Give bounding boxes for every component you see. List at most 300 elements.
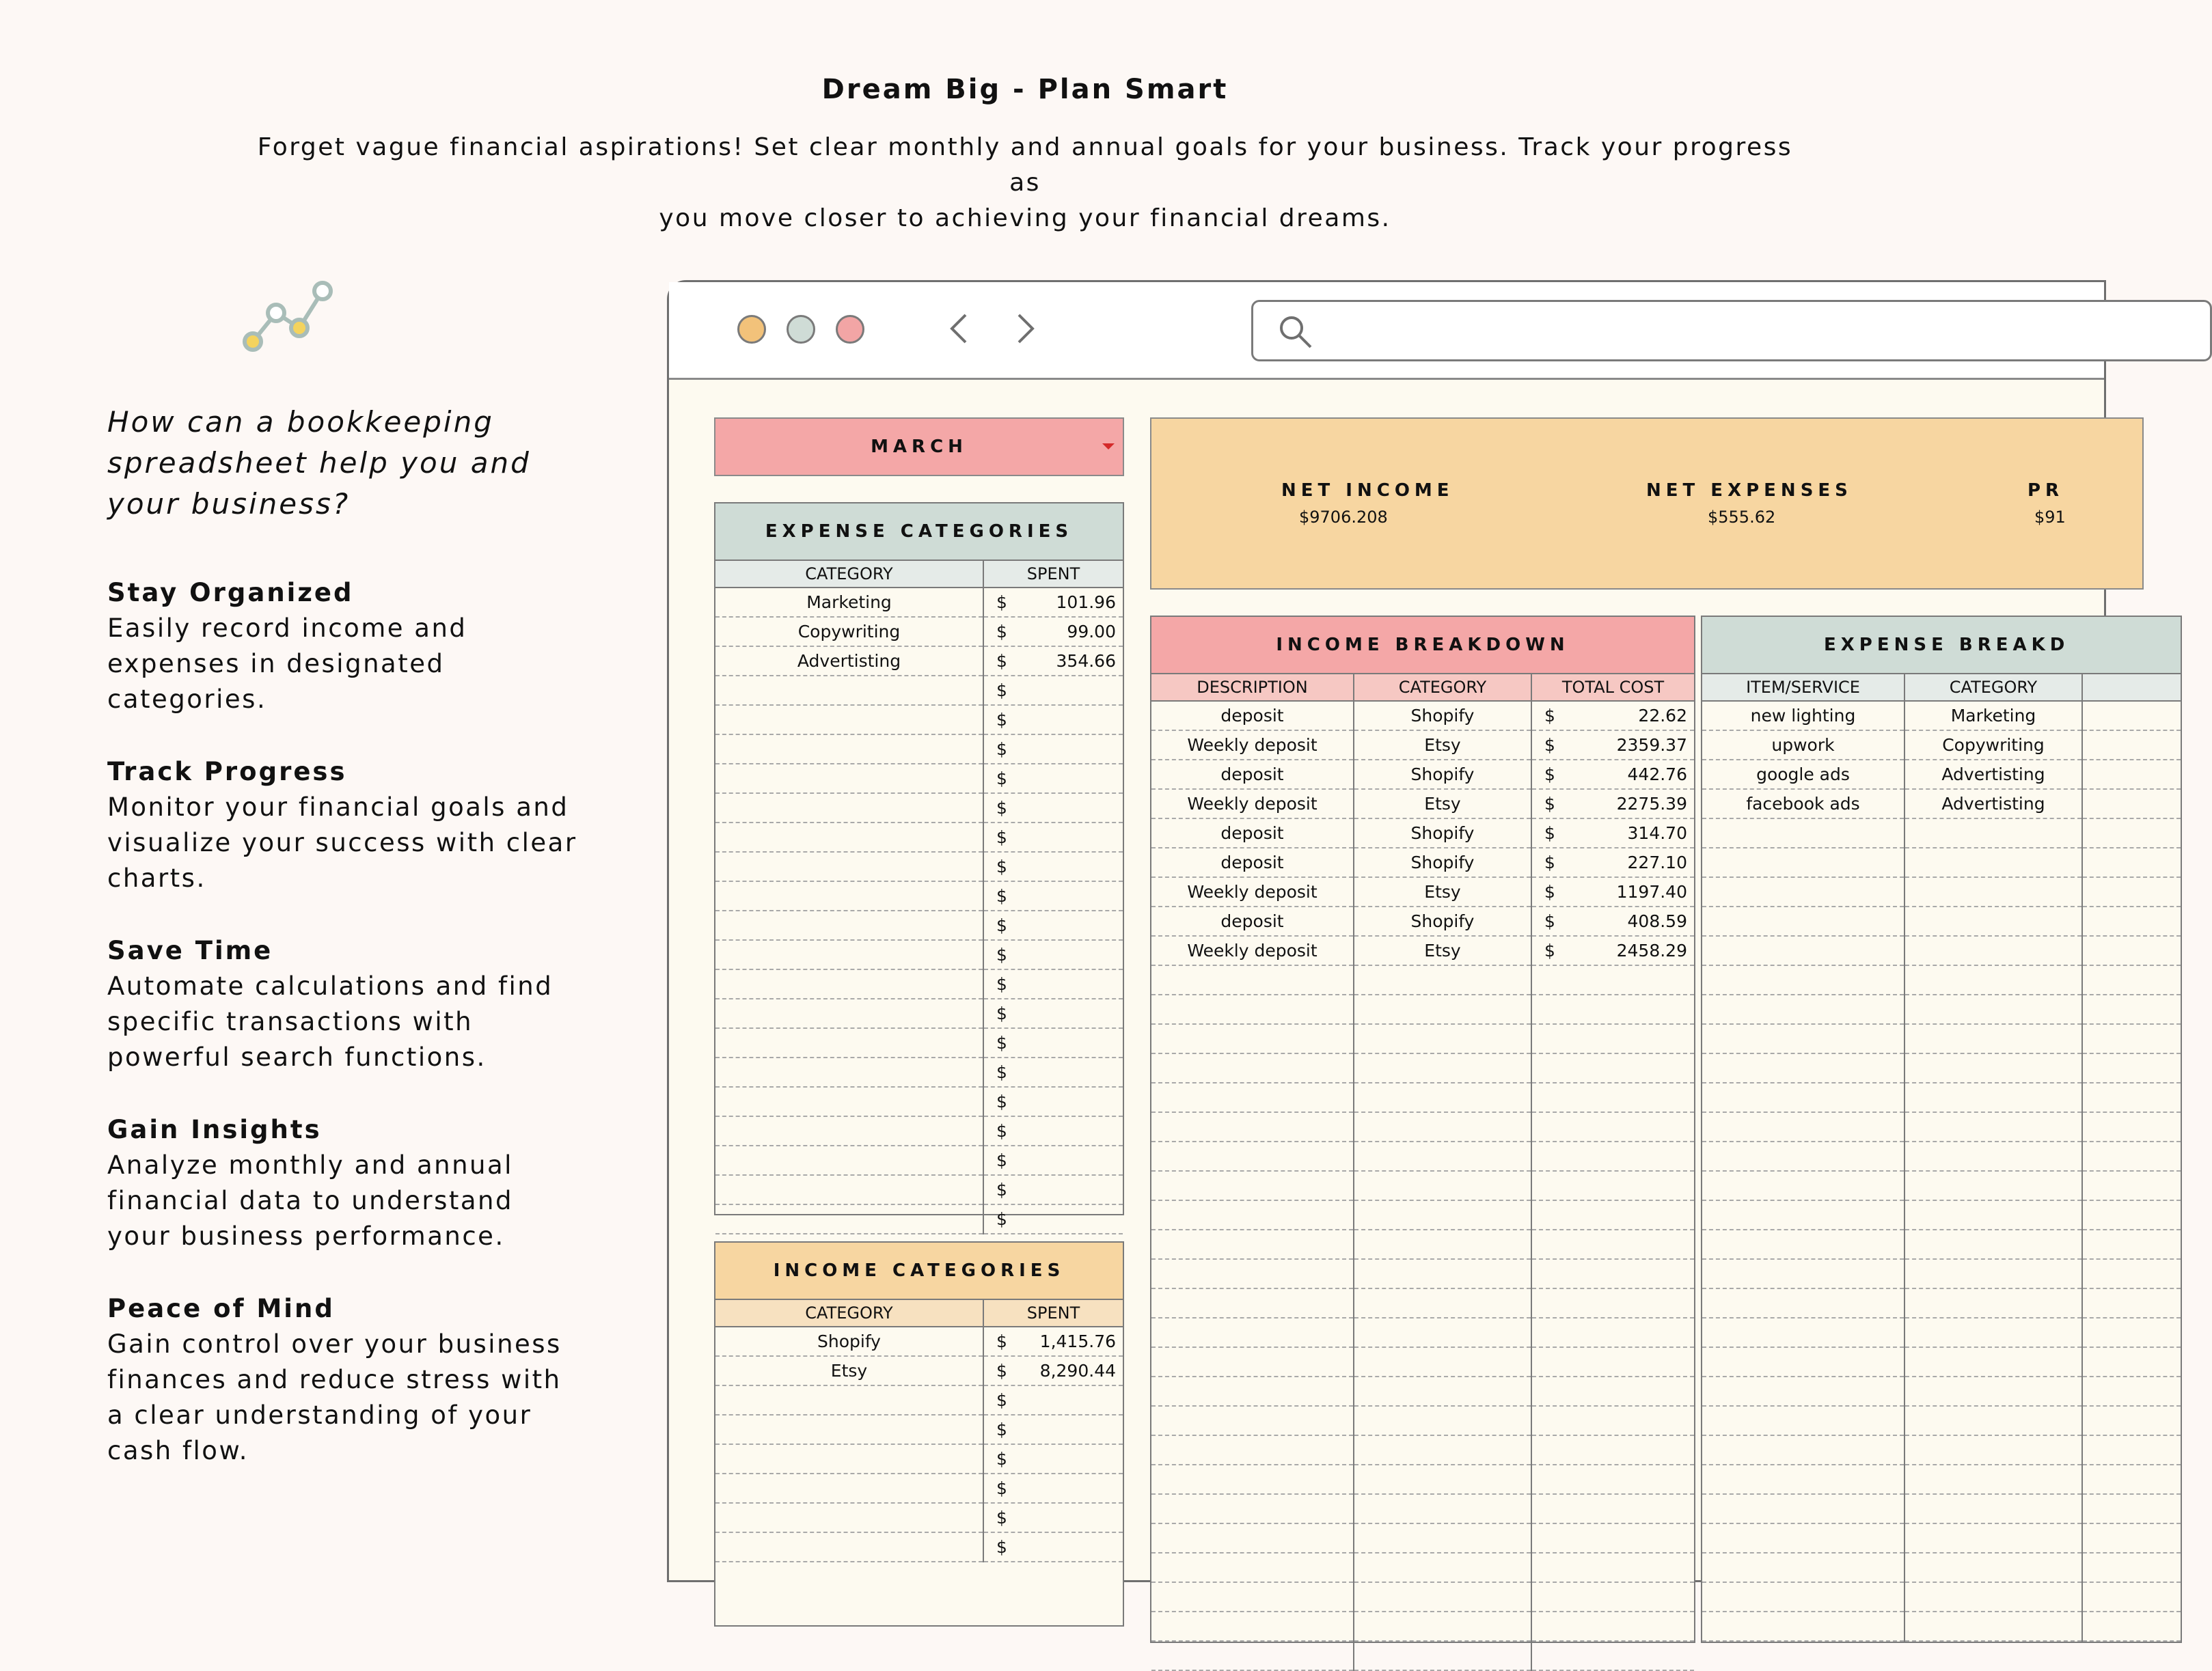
cell-item-service[interactable] [1702, 1083, 1904, 1112]
cell-extra[interactable] [2082, 1200, 2181, 1230]
table-row [715, 969, 1123, 999]
cell-category[interactable] [715, 1028, 983, 1058]
cell-extra[interactable] [2082, 1406, 2181, 1435]
cell-amount[interactable] [983, 1058, 1123, 1087]
cell-description[interactable]: Weekly deposit [1151, 789, 1354, 818]
cell-description[interactable] [1151, 1465, 1354, 1494]
cell-description[interactable]: deposit [1151, 907, 1354, 936]
cell-amount[interactable] [1531, 1435, 1694, 1465]
currency-symbol: $ [996, 886, 1007, 906]
currency-symbol: $ [996, 1390, 1007, 1410]
cell-item-service[interactable] [1702, 1053, 1904, 1083]
cell-amount[interactable] [983, 705, 1123, 734]
back-arrow-icon[interactable] [942, 308, 977, 349]
cell-amount[interactable] [1531, 1523, 1694, 1553]
currency-symbol: $ [996, 915, 1007, 935]
cell-amount[interactable] [983, 617, 1123, 646]
cell-amount[interactable] [983, 764, 1123, 793]
cell-category[interactable] [1904, 1112, 2082, 1142]
cell-category[interactable] [715, 823, 983, 852]
cell-description[interactable] [1151, 1142, 1354, 1171]
cell-category[interactable] [715, 1474, 983, 1503]
cell-description[interactable] [1151, 1553, 1354, 1582]
cell-amount[interactable] [983, 940, 1123, 969]
cell-extra[interactable] [2082, 1142, 2181, 1171]
cell-extra[interactable] [2082, 1288, 2181, 1318]
cell-amount[interactable] [983, 999, 1123, 1028]
cell-amount[interactable] [1531, 936, 1694, 965]
amount-wrap [1536, 882, 1690, 902]
cell-item-service[interactable]: facebook ads [1702, 789, 1904, 818]
cell-category[interactable] [1354, 1377, 1531, 1406]
cell-amount[interactable] [1531, 1465, 1694, 1494]
cell-extra[interactable] [2082, 1347, 2181, 1377]
cell-item-service[interactable] [1702, 1171, 1904, 1200]
cell-item-service[interactable] [1702, 1406, 1904, 1435]
cell-amount[interactable] [983, 1444, 1123, 1474]
cell-item-service[interactable] [1702, 1142, 1904, 1171]
cell-amount[interactable] [1531, 1200, 1694, 1230]
cell-amount[interactable] [1531, 995, 1694, 1024]
cell-category[interactable] [1904, 936, 2082, 965]
cell-category[interactable] [1904, 1494, 2082, 1523]
cell-amount[interactable] [1531, 1494, 1694, 1523]
cell-amount[interactable] [1531, 730, 1694, 760]
cell-extra[interactable] [2082, 1230, 2181, 1259]
cell-amount[interactable] [983, 793, 1123, 823]
table-row [715, 823, 1123, 852]
cell-category[interactable] [715, 1503, 983, 1532]
cell-extra[interactable] [2082, 1112, 2181, 1142]
feature-title: Track Progress [107, 757, 347, 786]
cell-category[interactable] [715, 1087, 983, 1116]
month-dropdown[interactable] [714, 417, 1124, 476]
cell-category[interactable] [1354, 1406, 1531, 1435]
cell-category[interactable] [1354, 1171, 1531, 1200]
cell-item-service[interactable] [1702, 936, 1904, 965]
cell-extra[interactable] [2082, 1377, 2181, 1406]
cell-amount[interactable] [983, 1327, 1123, 1356]
cell-amount[interactable] [983, 852, 1123, 881]
cell-description[interactable] [1151, 1171, 1354, 1200]
cell-category[interactable] [1354, 1582, 1531, 1612]
cell-extra[interactable] [2082, 848, 2181, 877]
cell-category[interactable] [715, 881, 983, 911]
cell-item-service[interactable] [1702, 995, 1904, 1024]
cell-category[interactable] [1904, 907, 2082, 936]
cell-category[interactable] [1904, 965, 2082, 995]
cell-description[interactable] [1151, 1024, 1354, 1053]
cell-amount[interactable] [1531, 701, 1694, 730]
cell-category[interactable] [1904, 1406, 2082, 1435]
cell-extra[interactable] [2082, 1024, 2181, 1053]
cell-description[interactable] [1151, 1347, 1354, 1377]
amount-wrap [988, 1004, 1119, 1023]
cell-item-service[interactable] [1702, 1523, 1904, 1553]
cell-amount[interactable] [1531, 848, 1694, 877]
cell-category[interactable]: Shopify [1354, 907, 1531, 936]
table-row [1151, 848, 1694, 877]
cell-amount[interactable] [983, 969, 1123, 999]
cell-description[interactable] [1151, 1112, 1354, 1142]
cell-category[interactable]: Copywriting [1904, 730, 2082, 760]
cell-description[interactable] [1151, 1230, 1354, 1259]
cell-category[interactable]: Advertisting [715, 646, 983, 676]
cell-category[interactable]: Etsy [1354, 730, 1531, 760]
cell-amount[interactable] [1531, 907, 1694, 936]
cell-amount[interactable] [983, 881, 1123, 911]
cell-description[interactable] [1151, 1318, 1354, 1347]
cell-extra[interactable] [2082, 1582, 2181, 1612]
cell-category[interactable] [1904, 1083, 2082, 1112]
cell-extra[interactable] [2082, 1494, 2181, 1523]
cell-category[interactable] [715, 1444, 983, 1474]
cell-item-service[interactable]: upwork [1702, 730, 1904, 760]
cell-category[interactable] [1904, 1553, 2082, 1582]
cell-amount[interactable] [1531, 1377, 1694, 1406]
cell-extra[interactable] [2082, 789, 2181, 818]
cell-amount[interactable] [1531, 1230, 1694, 1259]
cell-amount[interactable] [1531, 1406, 1694, 1435]
cell-amount[interactable] [983, 1028, 1123, 1058]
cell-category[interactable] [1354, 1435, 1531, 1465]
cell-extra[interactable] [2082, 877, 2181, 907]
cell-category[interactable] [1354, 1142, 1531, 1171]
cell-category[interactable] [1354, 1259, 1531, 1288]
cell-amount[interactable] [983, 1474, 1123, 1503]
cell-amount[interactable] [983, 1532, 1123, 1562]
cell-category[interactable] [1354, 1112, 1531, 1142]
table-row [715, 1474, 1123, 1503]
cell-category[interactable] [1354, 1053, 1531, 1083]
cell-item-service[interactable] [1702, 877, 1904, 907]
cell-description[interactable] [1151, 995, 1354, 1024]
cell-item-service[interactable] [1702, 1494, 1904, 1523]
cell-amount[interactable] [983, 823, 1123, 852]
currency-symbol: $ [996, 1508, 1007, 1528]
cell-description[interactable] [1151, 1612, 1354, 1641]
cell-item-service[interactable] [1702, 1582, 1904, 1612]
cell-category[interactable] [1904, 1582, 2082, 1612]
cell-category[interactable] [1904, 877, 2082, 907]
cell-amount[interactable] [1531, 1024, 1694, 1053]
cell-description[interactable] [1151, 1288, 1354, 1318]
cell-category[interactable] [1354, 1641, 1531, 1670]
cell-extra[interactable] [2082, 1259, 2181, 1288]
cell-category[interactable] [1904, 1318, 2082, 1347]
cell-category[interactable] [1354, 1230, 1531, 1259]
cell-category[interactable] [1904, 1024, 2082, 1053]
cell-amount[interactable] [1531, 1641, 1694, 1670]
cell-amount[interactable] [1531, 818, 1694, 848]
cell-category[interactable]: Marketing [715, 588, 983, 617]
cell-category[interactable]: Shopify [1354, 760, 1531, 789]
cell-description[interactable]: Weekly deposit [1151, 730, 1354, 760]
cell-category[interactable] [715, 1204, 983, 1234]
cell-category[interactable] [1904, 1200, 2082, 1230]
cell-description[interactable]: Weekly deposit [1151, 877, 1354, 907]
cell-item-service[interactable]: google ads [1702, 760, 1904, 789]
cell-category[interactable] [1904, 1288, 2082, 1318]
cell-description[interactable] [1151, 1435, 1354, 1465]
cell-category[interactable] [715, 1058, 983, 1087]
cell-description[interactable] [1151, 1200, 1354, 1230]
cell-category[interactable] [1354, 1318, 1531, 1347]
cell-category[interactable]: Etsy [1354, 936, 1531, 965]
cell-amount[interactable] [1531, 1288, 1694, 1318]
cell-amount[interactable] [983, 734, 1123, 764]
cell-description[interactable]: deposit [1151, 848, 1354, 877]
income-categories-panel [714, 1241, 1124, 1627]
cell-category[interactable]: Advertisting [1904, 789, 2082, 818]
cell-amount[interactable] [1531, 1347, 1694, 1377]
cell-item-service[interactable] [1702, 1024, 1904, 1053]
cell-description[interactable]: Weekly deposit [1151, 936, 1354, 965]
cell-category[interactable] [715, 1116, 983, 1146]
cell-category[interactable] [1354, 1024, 1531, 1053]
cell-description[interactable]: deposit [1151, 818, 1354, 848]
cell-extra[interactable] [2082, 1318, 2181, 1347]
cell-item-service[interactable] [1702, 907, 1904, 936]
cell-description[interactable] [1151, 1582, 1354, 1612]
cell-category[interactable] [1354, 965, 1531, 995]
cell-category[interactable] [1904, 1523, 2082, 1553]
cell-category[interactable] [1354, 1083, 1531, 1112]
cell-item-service[interactable] [1702, 1259, 1904, 1288]
cell-category[interactable] [1904, 1259, 2082, 1288]
cell-item-service[interactable] [1702, 1112, 1904, 1142]
cell-category[interactable] [715, 969, 983, 999]
cell-amount[interactable] [983, 1087, 1123, 1116]
amount-wrap [988, 1209, 1119, 1229]
cell-item-service[interactable]: new lighting [1702, 701, 1904, 730]
cell-amount[interactable] [983, 1356, 1123, 1385]
cell-item-service[interactable] [1702, 1200, 1904, 1230]
cell-amount[interactable] [1531, 1171, 1694, 1200]
currency-symbol: $ [996, 710, 1007, 730]
cell-category[interactable]: Etsy [1354, 877, 1531, 907]
amount-wrap [988, 592, 1119, 612]
cell-item-service[interactable] [1702, 818, 1904, 848]
cell-amount[interactable] [1531, 760, 1694, 789]
cell-category[interactable] [1904, 1435, 2082, 1465]
cell-category[interactable] [1904, 1230, 2082, 1259]
cell-category[interactable]: Etsy [715, 1356, 983, 1385]
table-row [1702, 1612, 2181, 1641]
cell-category[interactable]: Marketing [1904, 701, 2082, 730]
cell-category[interactable] [1904, 1377, 2082, 1406]
cell-category[interactable] [1904, 995, 2082, 1024]
cell-category[interactable] [715, 705, 983, 734]
cell-amount[interactable] [983, 1146, 1123, 1175]
amount-wrap [988, 1508, 1119, 1528]
cell-category[interactable] [1904, 1465, 2082, 1494]
cell-category[interactable] [1354, 1612, 1531, 1641]
cell-description[interactable] [1151, 1641, 1354, 1670]
cell-description[interactable]: deposit [1151, 760, 1354, 789]
cell-category[interactable] [715, 1146, 983, 1175]
table-row [1702, 1523, 2181, 1553]
cell-item-service[interactable] [1702, 1318, 1904, 1347]
window-close-dot[interactable] [836, 315, 864, 344]
cell-category[interactable] [1904, 1171, 2082, 1200]
cell-category[interactable] [1904, 1053, 2082, 1083]
cell-item-service[interactable] [1702, 1230, 1904, 1259]
cell-amount[interactable] [1531, 1142, 1694, 1171]
amount-wrap [988, 886, 1119, 906]
cell-category[interactable] [715, 911, 983, 940]
cell-category[interactable] [715, 999, 983, 1028]
cell-category[interactable]: Shopify [1354, 848, 1531, 877]
cell-extra[interactable] [2082, 730, 2181, 760]
cell-description[interactable]: deposit [1151, 701, 1354, 730]
cell-description[interactable] [1151, 1494, 1354, 1523]
cell-description[interactable] [1151, 1053, 1354, 1083]
cell-amount[interactable] [983, 676, 1123, 705]
cell-extra[interactable] [2082, 1435, 2181, 1465]
cell-category[interactable] [715, 852, 983, 881]
cell-category[interactable] [1354, 1200, 1531, 1230]
cell-extra[interactable] [2082, 1465, 2181, 1494]
cell-amount[interactable] [1531, 965, 1694, 995]
cell-amount[interactable] [983, 1175, 1123, 1204]
cell-amount[interactable] [983, 1415, 1123, 1444]
cell-extra[interactable] [2082, 1053, 2181, 1083]
cell-category[interactable] [1904, 1142, 2082, 1171]
cell-amount[interactable] [1531, 1318, 1694, 1347]
cell-item-service[interactable] [1702, 1347, 1904, 1377]
cell-extra[interactable] [2082, 760, 2181, 789]
cell-amount[interactable] [1531, 789, 1694, 818]
cell-extra[interactable] [2082, 907, 2181, 936]
cell-description[interactable] [1151, 965, 1354, 995]
cell-category[interactable]: Shopify [1354, 818, 1531, 848]
cell-amount[interactable] [1531, 1553, 1694, 1582]
feature-item [107, 575, 586, 717]
table-row [1151, 701, 1694, 730]
cell-extra[interactable] [2082, 1171, 2181, 1200]
cell-description[interactable] [1151, 1406, 1354, 1435]
cell-amount[interactable] [983, 1116, 1123, 1146]
cell-category[interactable] [1904, 1612, 2082, 1641]
cell-category[interactable] [715, 1415, 983, 1444]
cell-category[interactable] [715, 676, 983, 705]
cell-extra[interactable] [2082, 965, 2181, 995]
table-row [1151, 877, 1694, 907]
cell-category[interactable] [715, 1175, 983, 1204]
cell-category[interactable] [1354, 1553, 1531, 1582]
cell-extra[interactable] [2082, 1083, 2181, 1112]
cell-category[interactable] [1354, 995, 1531, 1024]
cell-item-service[interactable] [1702, 848, 1904, 877]
cell-category[interactable]: Advertisting [1904, 760, 2082, 789]
cell-item-service[interactable] [1702, 1553, 1904, 1582]
cell-category[interactable]: Shopify [1354, 701, 1531, 730]
cell-extra[interactable] [2082, 1553, 2181, 1582]
column-header-category: CATEGORY [1354, 674, 1531, 701]
forward-arrow-icon[interactable] [1008, 308, 1042, 349]
cell-category[interactable] [715, 764, 983, 793]
cell-amount[interactable] [1531, 877, 1694, 907]
cell-extra[interactable] [2082, 936, 2181, 965]
currency-symbol: $ [1544, 794, 1555, 814]
table-row [715, 1058, 1123, 1087]
expense-breakdown-table [1702, 674, 2181, 1642]
cell-item-service[interactable] [1702, 1465, 1904, 1494]
cell-extra[interactable] [2082, 995, 2181, 1024]
income-breakdown-title: INCOME BREAKDOWN [1151, 617, 1694, 674]
cell-category[interactable] [1354, 1288, 1531, 1318]
cell-category[interactable]: Shopify [715, 1327, 983, 1356]
cell-amount[interactable] [1531, 1053, 1694, 1083]
window-zoom-dot[interactable] [787, 315, 815, 344]
cell-category[interactable]: Etsy [1354, 789, 1531, 818]
address-search-bar[interactable] [1251, 300, 2212, 361]
cell-item-service[interactable] [1702, 1612, 1904, 1641]
cell-extra[interactable] [2082, 701, 2181, 730]
amount-value: 2458.29 [1616, 941, 1687, 961]
cell-category[interactable] [1354, 1494, 1531, 1523]
cell-category[interactable] [1354, 1523, 1531, 1553]
cell-item-service[interactable] [1702, 1435, 1904, 1465]
cell-category[interactable]: Copywriting [715, 617, 983, 646]
cell-item-service[interactable] [1702, 1377, 1904, 1406]
cell-extra[interactable] [2082, 818, 2181, 848]
cell-category[interactable] [1354, 1465, 1531, 1494]
cell-amount[interactable] [1531, 1612, 1694, 1641]
table-row [715, 1327, 1123, 1356]
subtitle-line-2: you move closer to achieving your financial dreams. [659, 204, 1391, 232]
cell-amount[interactable] [983, 911, 1123, 940]
window-minimize-dot[interactable] [737, 315, 766, 344]
cell-category[interactable] [1904, 848, 2082, 877]
cell-description[interactable] [1151, 1083, 1354, 1112]
cell-category[interactable] [1904, 818, 2082, 848]
cell-extra[interactable] [2082, 1523, 2181, 1553]
profit-label: PR [2027, 480, 2064, 501]
cell-amount[interactable] [1531, 1259, 1694, 1288]
net-expenses-label: NET EXPENSES [1646, 480, 1853, 501]
cell-category[interactable] [1904, 1347, 2082, 1377]
cell-amount[interactable] [983, 1204, 1123, 1234]
cell-category[interactable] [715, 1385, 983, 1415]
cell-item-service[interactable] [1702, 965, 1904, 995]
cell-category[interactable] [715, 734, 983, 764]
cell-category[interactable] [715, 940, 983, 969]
amount-value: 2275.39 [1616, 794, 1687, 814]
currency-symbol: $ [996, 1420, 1007, 1439]
cell-description[interactable] [1151, 1377, 1354, 1406]
cell-category[interactable] [715, 1532, 983, 1562]
cell-amount[interactable] [983, 588, 1123, 617]
cell-description[interactable] [1151, 1523, 1354, 1553]
cell-amount[interactable] [1531, 1083, 1694, 1112]
feature-description: Gain control over your business finances and reduce stress with a clear understanding of your cash flow. [107, 1329, 562, 1465]
cell-amount[interactable] [983, 1503, 1123, 1532]
cell-amount[interactable] [1531, 1112, 1694, 1142]
cell-amount[interactable] [983, 646, 1123, 676]
cell-item-service[interactable] [1702, 1288, 1904, 1318]
cell-extra[interactable] [2082, 1612, 2181, 1641]
net-expenses-summary [1646, 480, 1853, 527]
column-header-total-cost: TOTAL COST [1531, 674, 1694, 701]
cell-category[interactable] [715, 793, 983, 823]
cell-description[interactable] [1151, 1259, 1354, 1288]
cell-amount[interactable] [983, 1385, 1123, 1415]
month-label: MARCH [871, 437, 968, 457]
cell-category[interactable] [1354, 1347, 1531, 1377]
cell-amount[interactable] [1531, 1582, 1694, 1612]
